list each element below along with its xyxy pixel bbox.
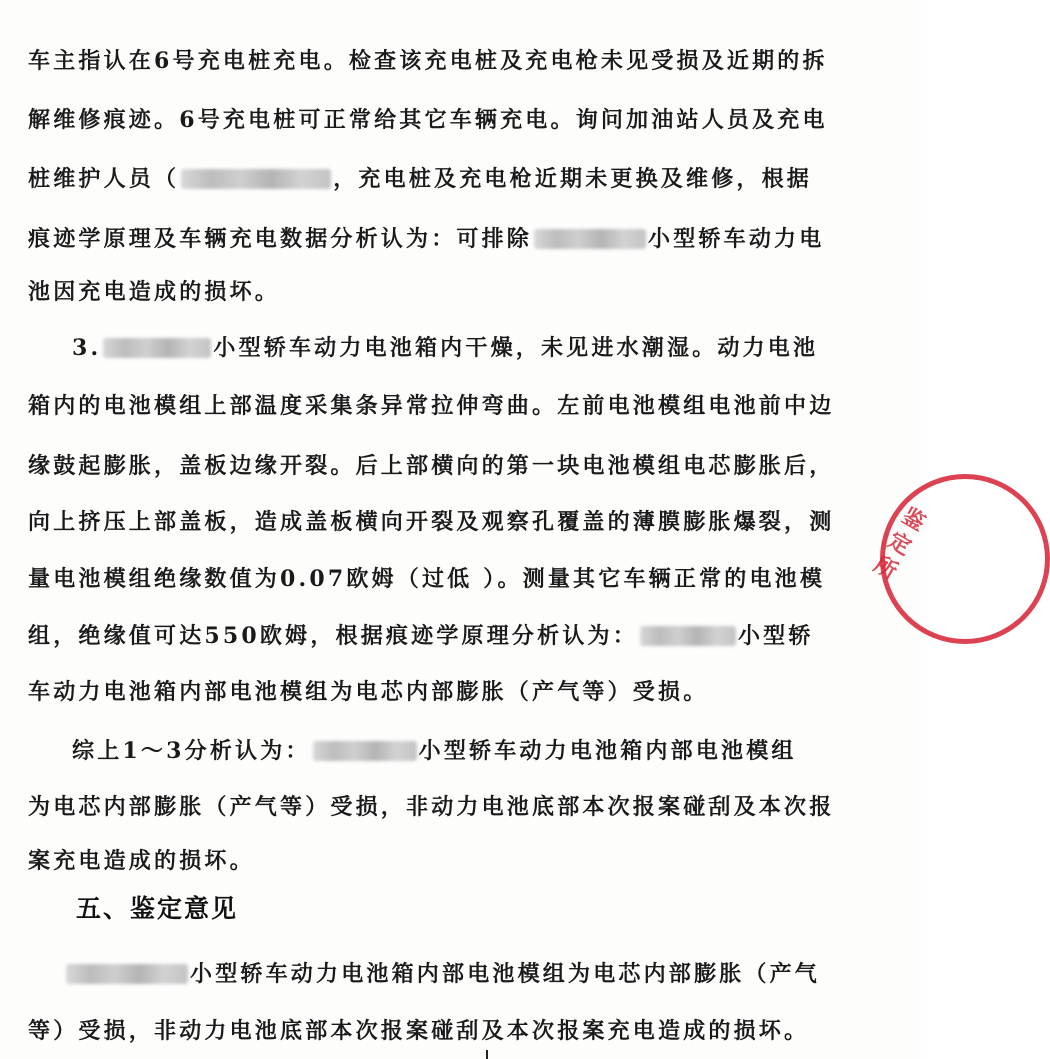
text-line-4: 痕迹学原理及车辆充电数据分析认为：可排除 小型轿车动力电 [28,226,825,252]
redacted-vehicle [103,338,211,358]
text-line-1: 车主指认在6号充电桩充电。检查该充电桩及充电枪未见受损及近期的拆 [28,48,828,74]
text-line-15: 案充电造成的损坏。 [28,848,255,874]
redacted-vehicle [640,626,736,646]
text-line-14: 为电芯内部膨胀（产气等）受损，非动力电池底部本次报案碰刮及本次报 [28,794,835,820]
text-line-13: 综上1～3分析认为： 小型轿车动力电池箱内部电池模组 [72,738,797,764]
text-line-11: 组，绝缘值可达550欧姆，根据痕迹学原理分析认为： 小型轿 [28,623,814,649]
redacted-vehicle [66,964,188,984]
official-seal [869,466,992,656]
redacted-vehicle [313,741,417,761]
text-line-5: 池因充电造成的损坏。 [28,279,281,305]
page-mark [486,1050,488,1059]
text-line-2: 解维修痕迹。6号充电桩可正常给其它车辆充电。询问加油站人员及充电 [28,107,828,133]
section-heading: 五、鉴定意见 [76,894,239,923]
text-line-9: 向上挤压上部盖板，造成盖板横向开裂及观察孔覆盖的薄膜膨胀爆裂，测 [28,509,835,535]
redacted-name [181,169,331,189]
text-line-3: 桩维护人员（ ，充电桩及充电枪近期未更换及维修，根据 [28,166,813,192]
text-line-8: 缘鼓起膨胀，盖板边缘开裂。后上部横向的第一块电池模组电芯膨胀后， [28,453,835,479]
text-line-10: 量电池模组绝缘数值为0.07欧姆（过低 ）。测量其它车辆正常的电池模 [28,566,826,592]
text-line-6: 3. 小型轿车动力电池箱内干燥，未见进水潮湿。动力电池 [72,335,819,361]
seal-text: 鉴定所 [869,502,930,586]
text-line-17: 等）受损，非动力电池底部本次报案碰刮及本次报案充电造成的损坏。 [28,1018,810,1044]
text-line-16: 小型轿车动力电池箱内部电池模组为电芯内部膨胀（产气 [64,958,820,989]
redacted-vehicle [534,229,646,249]
text-line-12: 车动力电池箱内部电池模组为电芯内部膨胀（产气等）受损。 [28,679,709,705]
text-line-7: 箱内的电池模组上部温度采集条异常拉伸弯曲。左前电池模组电池前中边 [28,393,835,419]
